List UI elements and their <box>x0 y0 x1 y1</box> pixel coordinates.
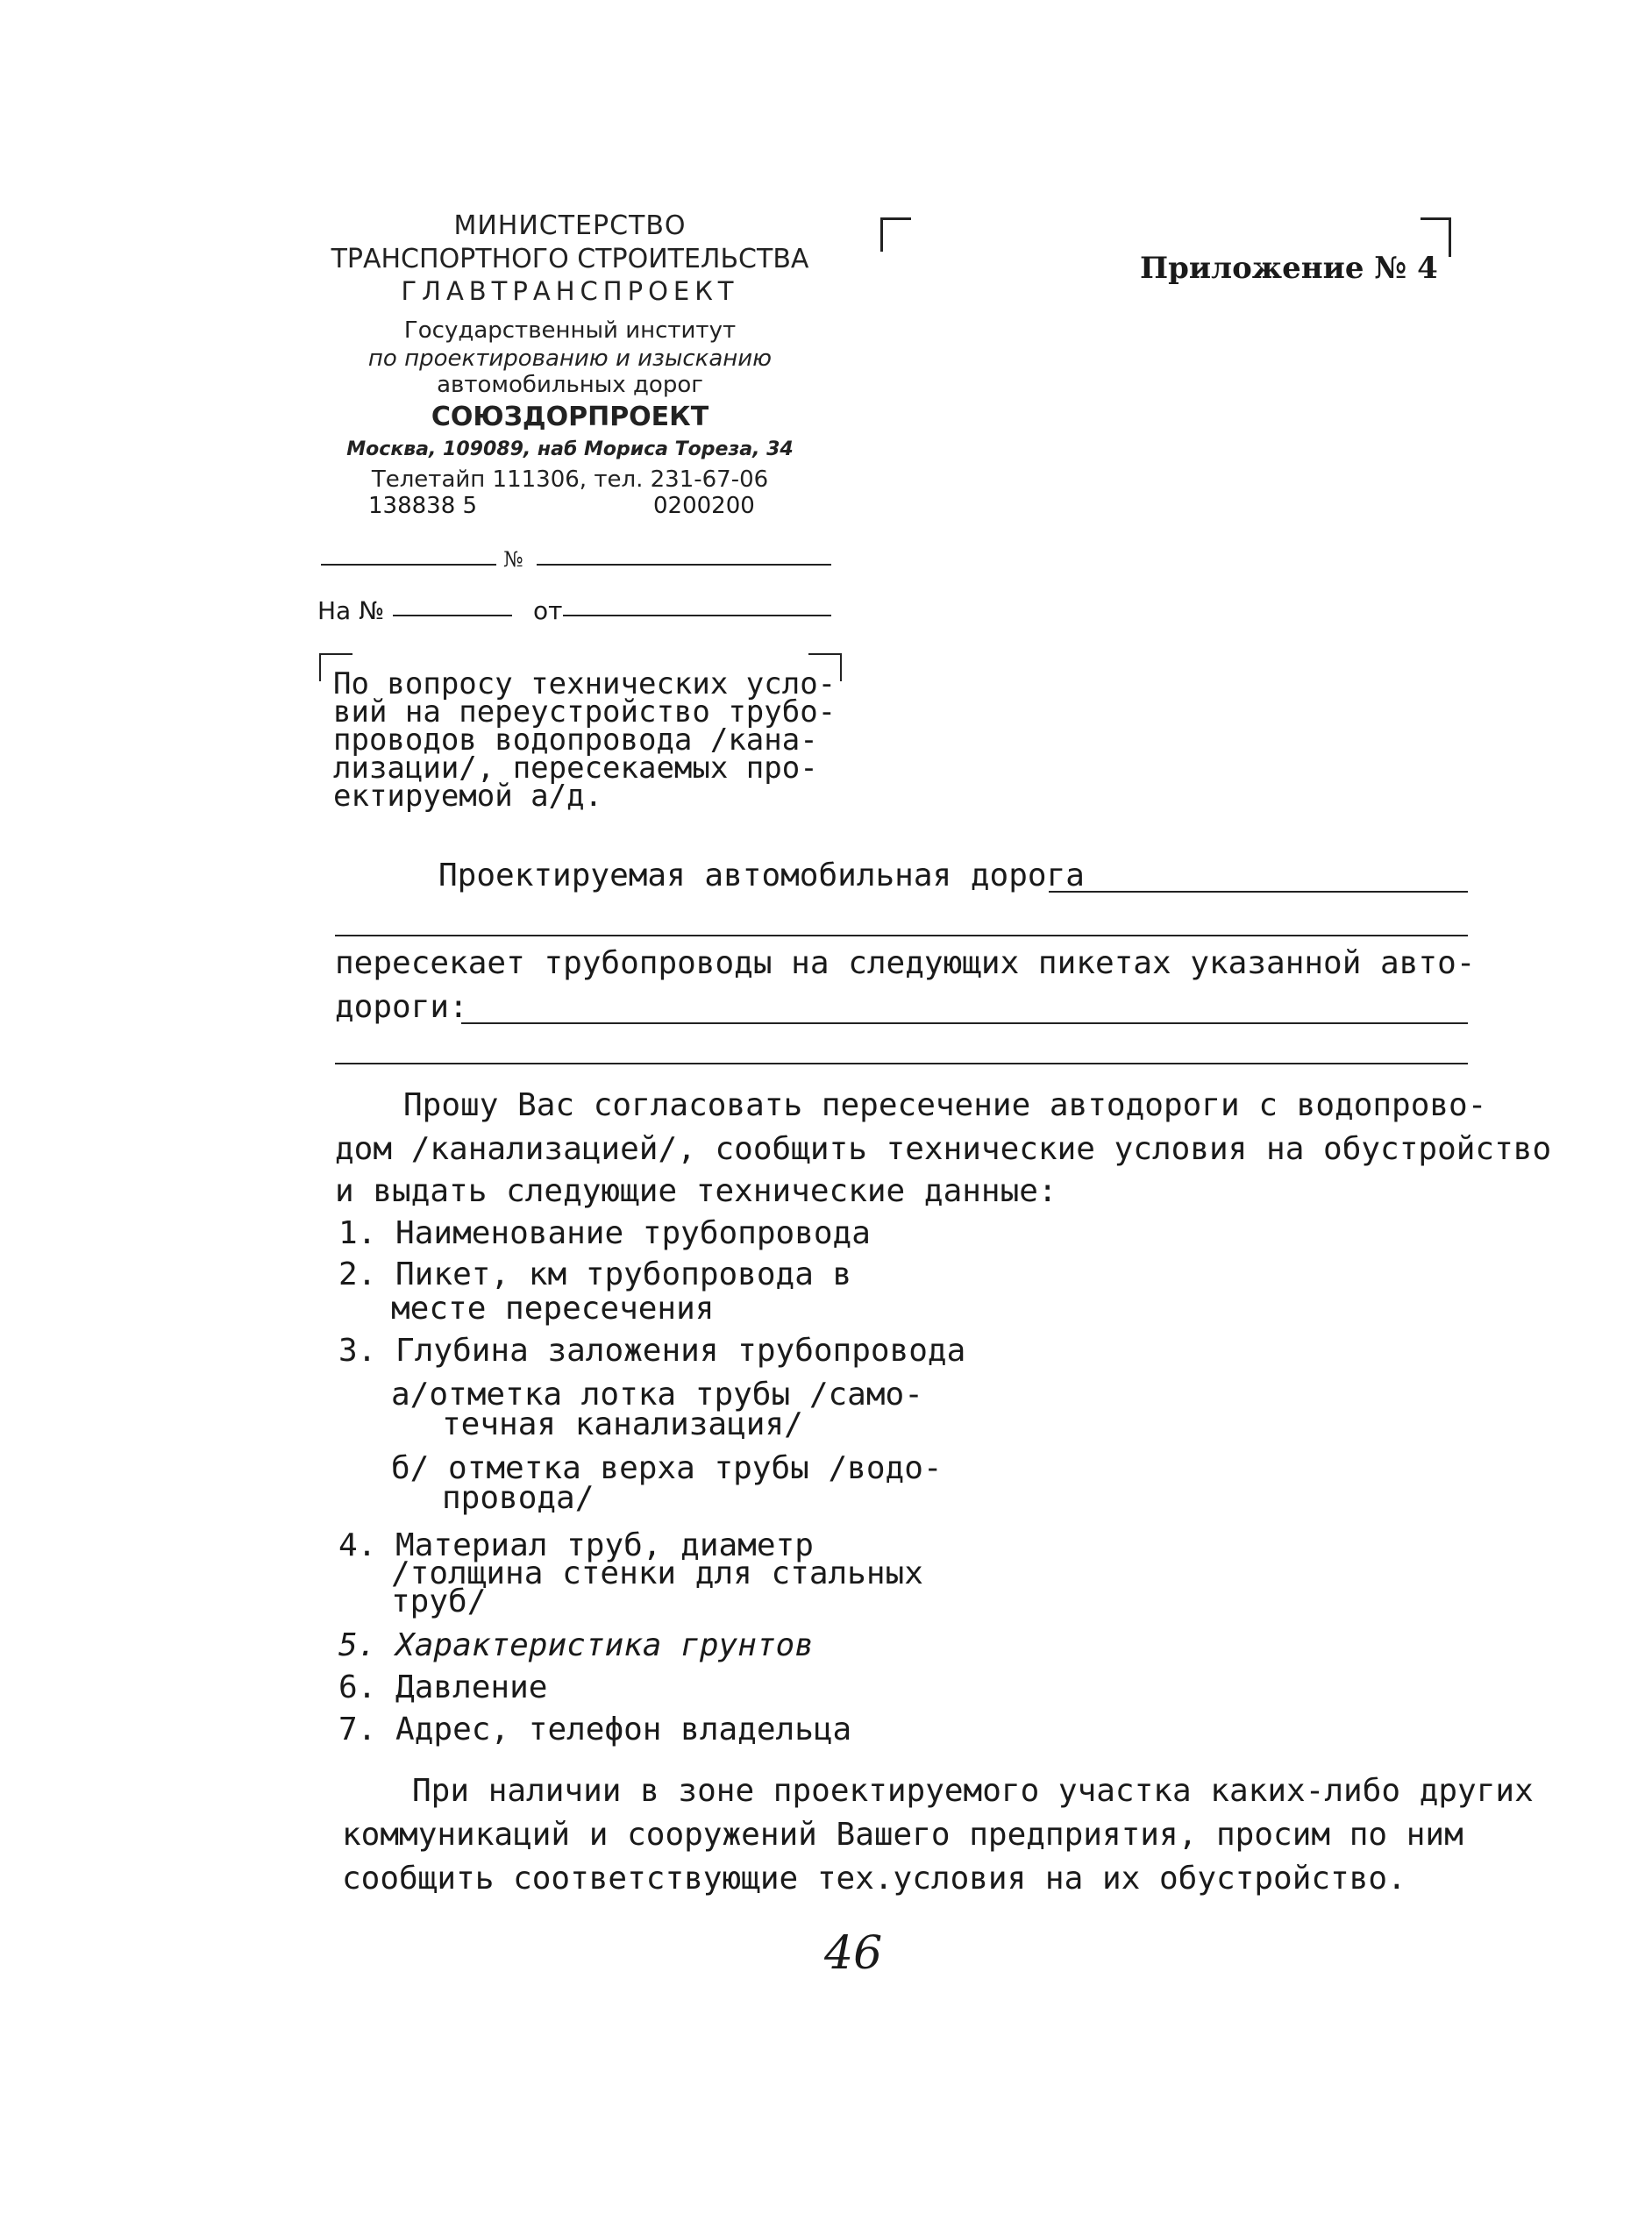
org-name: СОЮЗДОРПРОЕКТ <box>431 402 709 432</box>
item-text-cont: /толщина стенки для стальных <box>391 1555 923 1591</box>
road-name-line <box>1049 891 1468 893</box>
list-item <box>338 1627 814 1663</box>
item-text: Материал труб, диаметр <box>395 1527 814 1563</box>
pickets-line <box>461 1022 1468 1024</box>
item-text: Пикет, км трубопровода в <box>395 1256 852 1292</box>
ministry-title: МИНИСТЕРСТВО <box>453 210 687 241</box>
item-number: 1. <box>338 1215 377 1251</box>
teletype-line: Телетайп 111306, тел. 231-67-06 <box>371 466 769 493</box>
item-text: Давление <box>395 1669 548 1705</box>
page-number: 46 <box>824 1927 883 1980</box>
subitem-b-line-2: провода/ <box>442 1480 595 1516</box>
item-number: 6. <box>338 1669 377 1705</box>
subject-line-2: вий на переустройство трубо- <box>333 694 837 730</box>
from-date-line <box>563 615 831 616</box>
institute-line-2: по проектированию и изысканию <box>367 345 773 372</box>
list-item <box>338 1669 547 1705</box>
org-address: Москва, 109089, наб Мориса Тореза, 34 <box>346 438 794 460</box>
item-text: Наименование трубопровода <box>395 1215 871 1251</box>
on-number-line <box>393 615 512 616</box>
item-number: 2. <box>338 1256 377 1292</box>
item-number: 7. <box>338 1712 377 1747</box>
item-text: Адрес, телефон владельца <box>395 1712 852 1747</box>
code-right: 0200200 <box>653 493 755 519</box>
request-line-2: дом /канализацией/, сообщить технические условия на обустройство <box>335 1131 1552 1167</box>
subitem-a-line-1: а/отметка лотка трубы /само- <box>391 1377 923 1413</box>
on-number-label: На № <box>317 596 385 625</box>
item-text-cont: месте пересечения <box>391 1291 715 1327</box>
list-item <box>338 1215 871 1251</box>
closing-line-1: При наличии в зоне проектируемого участка каких-либо других <box>412 1773 1534 1809</box>
institute-line-1: Государственный институт <box>403 317 737 344</box>
item-number: 5. <box>338 1627 377 1663</box>
list-item <box>338 1333 965 1369</box>
item-text-cont: труб/ <box>391 1584 487 1619</box>
crosses-line: пересекает трубопроводы на следующих пикетах указанной авто- <box>335 945 1476 981</box>
code-left: 138838 5 <box>368 493 478 519</box>
road-label: Проектируемая автомобильная дорога <box>438 858 1085 893</box>
item-number: 3. <box>338 1333 377 1369</box>
ministry-full-title: ТРАНСПОРТНОГО СТРОИТЕЛЬСТВА <box>331 244 809 274</box>
institute-line-3: автомобильных дорог <box>437 372 703 398</box>
outgoing-number-line-left <box>321 564 496 566</box>
subject-line-5: ектируемой а/д. <box>333 779 603 814</box>
subject-text <box>333 666 837 814</box>
pickets-line-2 <box>335 1063 1468 1064</box>
subject-line-3: проводов водопровода /кана- <box>333 722 818 758</box>
road-end-label: дороги: <box>335 989 468 1025</box>
list-item <box>338 1712 851 1747</box>
closing-line-2: коммуникаций и сооружений Вашего предприятия, просим по ним <box>342 1817 1463 1853</box>
list-item <box>338 1256 852 1292</box>
attachment-label: Приложение № 4 <box>1140 251 1438 286</box>
item-text: Глубина заложения трубопровода <box>395 1333 966 1369</box>
agency-title: ГЛАВТРАНСПРОЕКТ <box>401 276 739 306</box>
closing-line-3: сообщить соответствующие тех.условия на их обустройство. <box>342 1861 1406 1897</box>
from-label: от <box>533 596 563 625</box>
item-text: Характеристика грунтов <box>395 1627 814 1663</box>
item-number: 4. <box>338 1527 377 1563</box>
corner-mark-left <box>880 217 911 252</box>
subject-line-4: лизации/, пересекаемых про- <box>333 751 818 786</box>
subject-line-1: По вопросу технических усло- <box>333 666 837 701</box>
subitem-b-line-1: б/ отметка верха трубы /водо- <box>391 1450 943 1486</box>
road-name-line-2 <box>335 935 1468 936</box>
subitem-a-line-2: течная канализация/ <box>442 1406 803 1442</box>
number-sign: № <box>503 547 523 572</box>
request-line-1: Прошу Вас согласовать пересечение автодороги с водопрово- <box>403 1087 1487 1123</box>
request-line-3: и выдать следующие технические данные: <box>335 1173 1057 1209</box>
outgoing-number-line-right <box>537 564 831 566</box>
